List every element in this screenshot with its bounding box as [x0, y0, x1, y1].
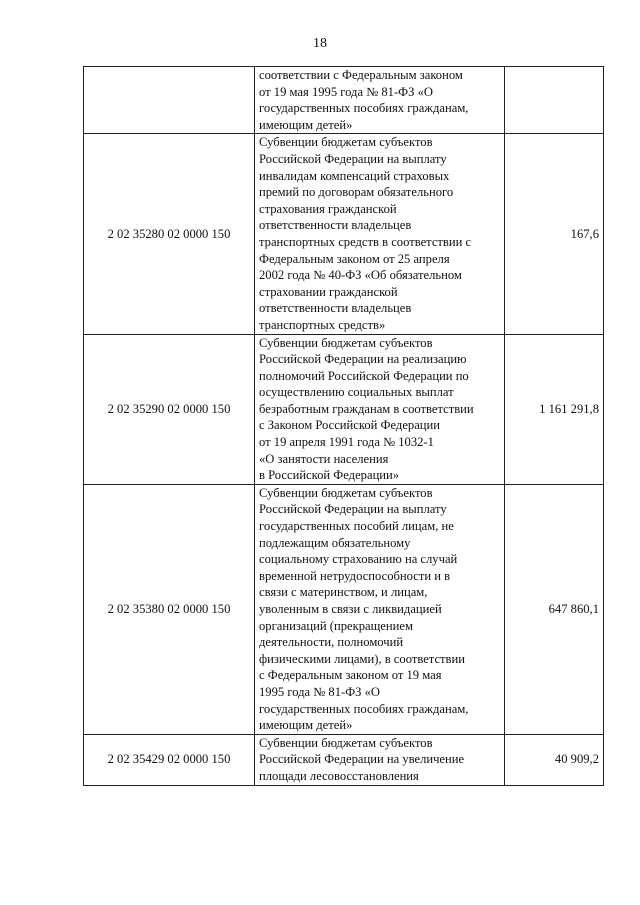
revenue-name-line: безработным гражданам в соответствии	[259, 401, 474, 416]
revenue-name-line: деятельности, полномочий	[259, 635, 404, 650]
revenue-name-line: государственных пособиях гражданам,	[259, 701, 469, 716]
revenue-name-cell	[255, 134, 505, 334]
amount-cell: 40 909,2	[505, 734, 604, 785]
revenue-name-line: страхования гражданской	[259, 201, 397, 216]
revenue-name-line: связи с материнством, и лицам,	[259, 585, 428, 600]
budget-code-cell	[84, 67, 255, 134]
revenue-name-line: ответственности владельцев	[259, 218, 412, 233]
budget-revenue-table	[83, 66, 604, 786]
revenue-name-line: полномочий Российской Федерации по	[259, 368, 469, 383]
budget-code-cell: 2 02 35290 02 0000 150	[84, 334, 255, 484]
revenue-name-line: Российской Федерации на выплату	[259, 151, 447, 166]
revenue-name-line: имеющим детей»	[259, 117, 353, 132]
budget-code-cell: 2 02 35380 02 0000 150	[84, 484, 255, 734]
revenue-name-line: временной нетрудоспособности и в	[259, 568, 451, 583]
amount-cell	[505, 67, 604, 134]
revenue-name-line: государственных пособиях гражданам,	[259, 101, 469, 116]
revenue-name-line: «О занятости населения	[259, 451, 389, 466]
revenue-name-line: соответствии с Федеральным законом	[259, 68, 463, 82]
revenue-name-line: площади лесовосстановления	[259, 768, 419, 783]
amount-cell: 1 161 291,8	[505, 334, 604, 484]
table-row	[84, 134, 604, 334]
amount-cell: 167,6	[505, 134, 604, 334]
revenue-name-line: 2002 года № 40-ФЗ «Об обязательном	[259, 268, 462, 283]
revenue-name-line: осуществлению социальных выплат	[259, 385, 454, 400]
revenue-name-line: государственных пособий лицам, не	[259, 519, 454, 534]
revenue-name-line: Субвенции бюджетам субъектов	[259, 335, 433, 350]
revenue-name-line: физическими лицами), в соответствии	[259, 651, 465, 666]
revenue-name-line: страховании гражданской	[259, 284, 398, 299]
revenue-name-line: Российской Федерации на выплату	[259, 502, 447, 517]
revenue-name-line: ответственности владельцев	[259, 301, 412, 316]
amount-cell: 647 860,1	[505, 484, 604, 734]
revenue-name-line: Субвенции бюджетам субъектов	[259, 135, 433, 150]
table-row	[84, 484, 604, 734]
revenue-name-cell	[255, 334, 505, 484]
revenue-name-line: Субвенции бюджетам субъектов	[259, 735, 433, 750]
revenue-name-line: в Российской Федерации»	[259, 468, 400, 483]
table-row	[84, 67, 604, 134]
revenue-name-line: имеющим детей»	[259, 718, 353, 733]
revenue-name-line: организаций (прекращением	[259, 618, 413, 633]
revenue-name-line: 1995 года № 81-ФЗ «О	[259, 684, 381, 699]
table-row	[84, 734, 604, 785]
revenue-name-cell	[255, 484, 505, 734]
budget-code-cell: 2 02 35429 02 0000 150	[84, 734, 255, 785]
revenue-name-line: транспортных средств в соответствии с	[259, 234, 472, 249]
revenue-name-line: подлежащим обязательному	[259, 535, 411, 550]
revenue-name-line: инвалидам компенсаций страховых	[259, 168, 450, 183]
revenue-name-line: с Федеральным законом от 19 мая	[259, 668, 442, 683]
revenue-name-line: премий по договорам обязательного	[259, 185, 454, 200]
revenue-name-line: уволенным в связи с ликвидацией	[259, 602, 442, 616]
revenue-name-line: Российской Федерации на реализацию	[259, 352, 467, 367]
revenue-name-cell	[255, 67, 505, 134]
revenue-name-line: от 19 мая 1995 года № 81-ФЗ «О	[259, 84, 433, 99]
budget-code-cell: 2 02 35280 02 0000 150	[84, 134, 255, 334]
revenue-name-line: с Законом Российской Федерации	[259, 418, 441, 433]
revenue-name-cell	[255, 734, 505, 785]
revenue-name-line: транспортных средств»	[259, 317, 386, 332]
revenue-name-line: от 19 апреля 1991 года № 1032-1	[259, 435, 434, 450]
revenue-name-line: Федеральным законом от 25 апреля	[259, 251, 450, 266]
page-number: 18	[313, 36, 327, 51]
revenue-name-line: Российской Федерации на увеличение	[259, 752, 465, 767]
table-row	[84, 334, 604, 484]
revenue-name-line: социальному страхованию на случай	[259, 552, 458, 567]
revenue-name-line: Субвенции бюджетам субъектов	[259, 485, 433, 500]
